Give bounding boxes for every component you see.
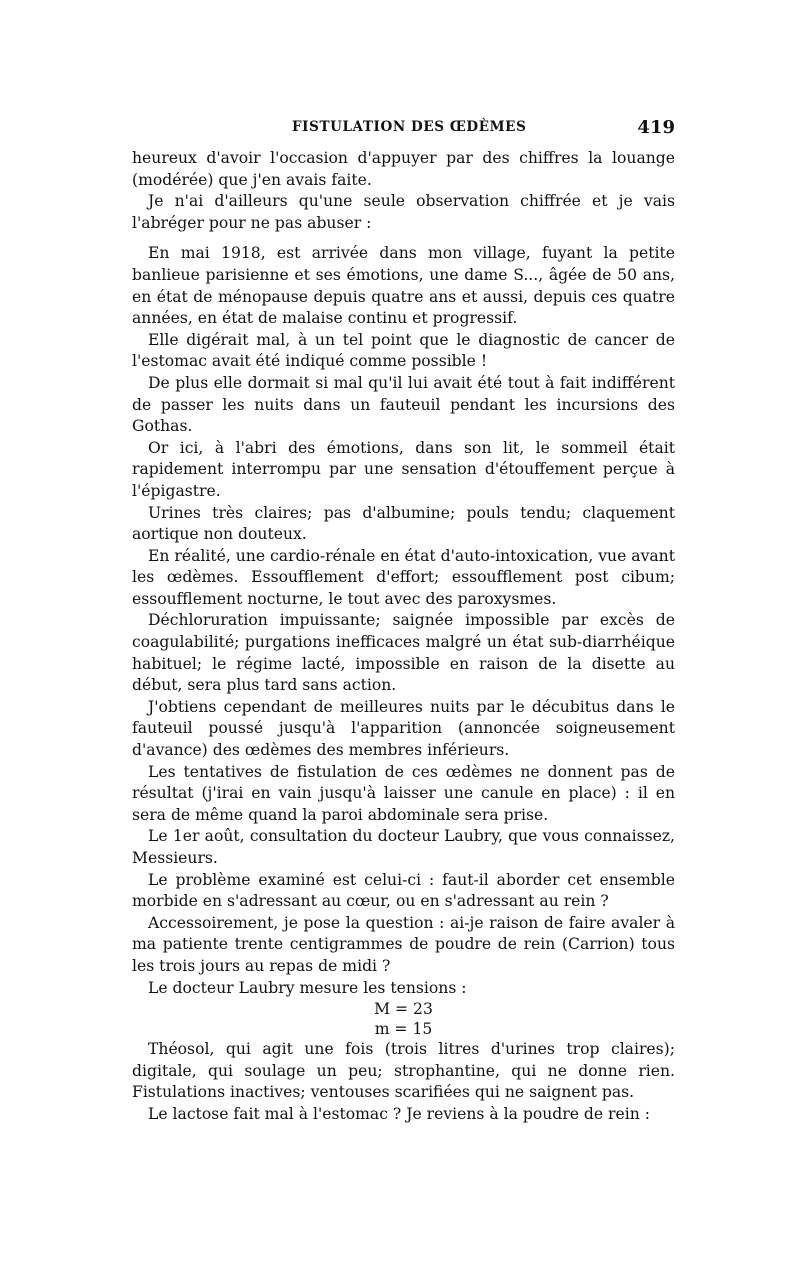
paragraph: Je n'ai d'ailleurs qu'une seule observation chiffrée et je vais l'abréger pour ne pas abuser : [132,192,675,232]
page-body [132,148,675,1126]
paragraph: heureux d'avoir l'occasion d'appuyer par des chiffres la louange (modérée) que j'en avais faite. [132,149,675,189]
page-header [132,117,675,139]
paragraph: Déchloruration impuissante; saignée impossible par excès de coagulabilité; purgations inefficaces malgré un état sub-diarrhéique habituel; le régime lacté, impossible en raison de la disette au début, sera plus tard sans action. [132,611,675,695]
paragraph: Le lactose fait mal à l'estomac ? Je reviens à la poudre de rein : [148,1104,650,1123]
paragraph: Théosol, qui agit une fois (trois litres d'urines trop claires); digitale, qui soulage un peu; strophantine, qui ne donne rien. Fistulations inactives; ventouses scarifiées qui ne saignent pas. [132,1040,675,1102]
paragraph: Or ici, à l'abri des émotions, dans son lit, le sommeil était rapidement interrompu par une sensation d'étouffement perçue à l'épigastre. [132,438,675,500]
formula-line: m = 15 [374,1020,433,1039]
page-number: 419 [637,117,675,138]
paragraph: Le 1er août, consultation du docteur Laubry, que vous connaissez, Messieurs. [132,827,675,867]
paragraph: Accessoirement, je pose la question : ai-je raison de faire avaler à ma patiente trente centigrammes de poudre de rein (Carrion) tous les trois jours au repas de midi ? [132,913,675,975]
paragraph: Le docteur Laubry mesure les tensions : [148,978,467,997]
paragraph: Le problème examiné est celui-ci : faut-il aborder cet ensemble morbide en s'adressant au cœur, ou en s'adressant au rein ? [132,870,675,911]
running-title: FISTULATION DES ŒDÈMES [292,119,527,135]
paragraph: De plus elle dormait si mal qu'il lui avait été tout à fait indifférent de passer les nuits dans un fauteuil pendant les incursions des Gothas. [132,373,675,436]
paragraph: Urines très claires; pas d'albumine; pouls tendu; claquement aortique non douteux. [132,503,675,544]
formula-line: M = 23 [374,1000,433,1019]
paragraph: Les tentatives de fistulation de ces œdèmes ne donnent pas de résultat (j'irai en vain jusqu'à laisser une canule en place) : il en sera de même quand la paroi abdominale sera prise. [132,762,675,824]
tension-formula [132,999,675,1039]
paragraph: En réalité, une cardio-rénale en état d'auto-intoxication, vue avant les œdèmes. Essoufflement d'effort; essoufflement post cibum; essoufflement nocturne, le tout avec des paroxysmes. [132,546,675,608]
case-paragraph: En mai 1918, est arrivée dans mon village, fuyant la petite banlieue parisienne et ses émotions, une dame S..., âgée de 50 ans, en état de ménopause depuis quatre ans et aussi, depuis ces quatre années, en état de malaise continu et progressif. [132,244,675,328]
paragraph: Elle digérait mal, à un tel point que le diagnostic de cancer de l'estomac avait été indiqué comme possible ! [132,330,675,371]
paragraph: J'obtiens cependant de meilleures nuits par le décubitus dans le fauteuil poussé jusqu'à l'apparition (annoncée soigneusement d'avance) des œdèmes des membres inférieurs. [132,697,675,760]
